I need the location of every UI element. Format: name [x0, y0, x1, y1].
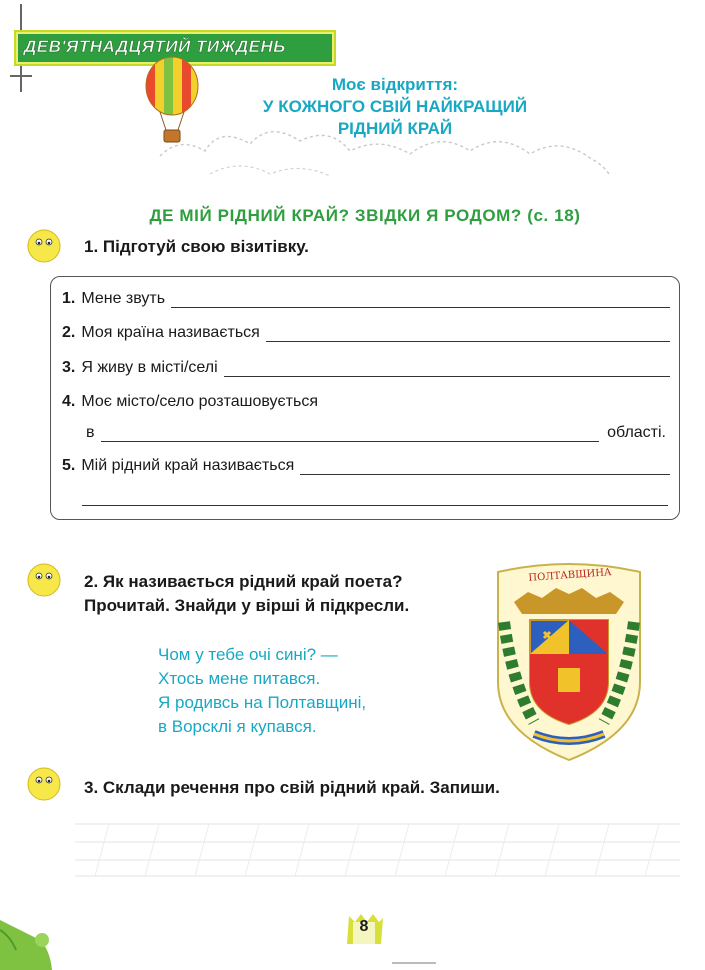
card-row-5 — [62, 457, 670, 475]
coat-of-arms-label: ПОЛТАВЩИНА — [528, 567, 612, 584]
writing-lines[interactable] — [75, 818, 680, 878]
week-label: ДЕВ'ЯТНАДЦЯТИЙ ТИЖДЕНЬ — [24, 37, 286, 56]
smiley-icon — [26, 766, 62, 802]
footer-rule — [392, 962, 436, 964]
discovery-title — [220, 74, 570, 140]
discovery-line-1: Моє відкриття: — [331, 75, 459, 94]
region-suffix: області. — [607, 424, 666, 441]
poem-line: Хтось мене питався. — [158, 669, 321, 688]
card-row-1 — [62, 290, 670, 308]
coat-of-arms-image — [494, 562, 644, 762]
page-number: 8 — [359, 918, 369, 935]
row-number: 1. — [62, 290, 76, 307]
task-2-title — [84, 570, 409, 618]
smiley-icon — [26, 562, 62, 598]
poem — [158, 643, 366, 739]
poem-line: Чом у тебе очі сині? — — [158, 645, 338, 664]
answer-line[interactable] — [300, 458, 670, 475]
row-label: Моя країна називається — [81, 324, 260, 341]
discovery-line-3: РІДНИЙ КРАЙ — [337, 119, 453, 138]
margin-tick — [10, 75, 32, 77]
answer-line[interactable] — [266, 325, 670, 342]
row-number: 4. — [62, 393, 76, 410]
task-2-line-2: Прочитай. Знайди у вірші й підкресли. — [84, 596, 410, 615]
region-prefix: в — [86, 424, 95, 441]
task-1-title: 1. Підготуй свою візитівку. — [84, 237, 309, 256]
card-row-4 — [62, 393, 670, 411]
row-label: Я живу в місті/селі — [81, 359, 218, 376]
card-row-2 — [62, 324, 670, 342]
row-number: 5. — [62, 457, 76, 474]
task-3-title: 3. Склади речення про свій рідний край. Запиши. — [84, 778, 500, 797]
card-row-3 — [62, 359, 670, 377]
grass-decoration — [0, 900, 60, 970]
poem-line: Я родивсь на Полтавщині, — [158, 693, 367, 712]
answer-line[interactable] — [224, 360, 670, 377]
smiley-icon — [26, 228, 62, 264]
row-number: 2. — [62, 324, 76, 341]
answer-line[interactable] — [171, 291, 670, 308]
row-number: 3. — [62, 359, 76, 376]
answer-line[interactable] — [101, 425, 600, 442]
row-label: Мій рідний край називається — [81, 457, 295, 474]
row-label: Моє місто/село розташовується — [81, 393, 319, 410]
discovery-line-2: У КОЖНОГО СВІЙ НАЙКРАЩИЙ — [262, 97, 528, 116]
card-row-4-region — [86, 424, 666, 442]
answer-line-extra[interactable] — [82, 505, 668, 506]
poem-line: в Ворсклі я купався. — [158, 717, 317, 736]
section-title: ДЕ МІЙ РІДНИЙ КРАЙ? ЗВІДКИ Я РОДОМ? (с. 18) — [149, 206, 581, 225]
row-label: Мене звуть — [81, 290, 166, 307]
task-2-line-1: 2. Як називається рідний край поета? — [84, 572, 403, 591]
